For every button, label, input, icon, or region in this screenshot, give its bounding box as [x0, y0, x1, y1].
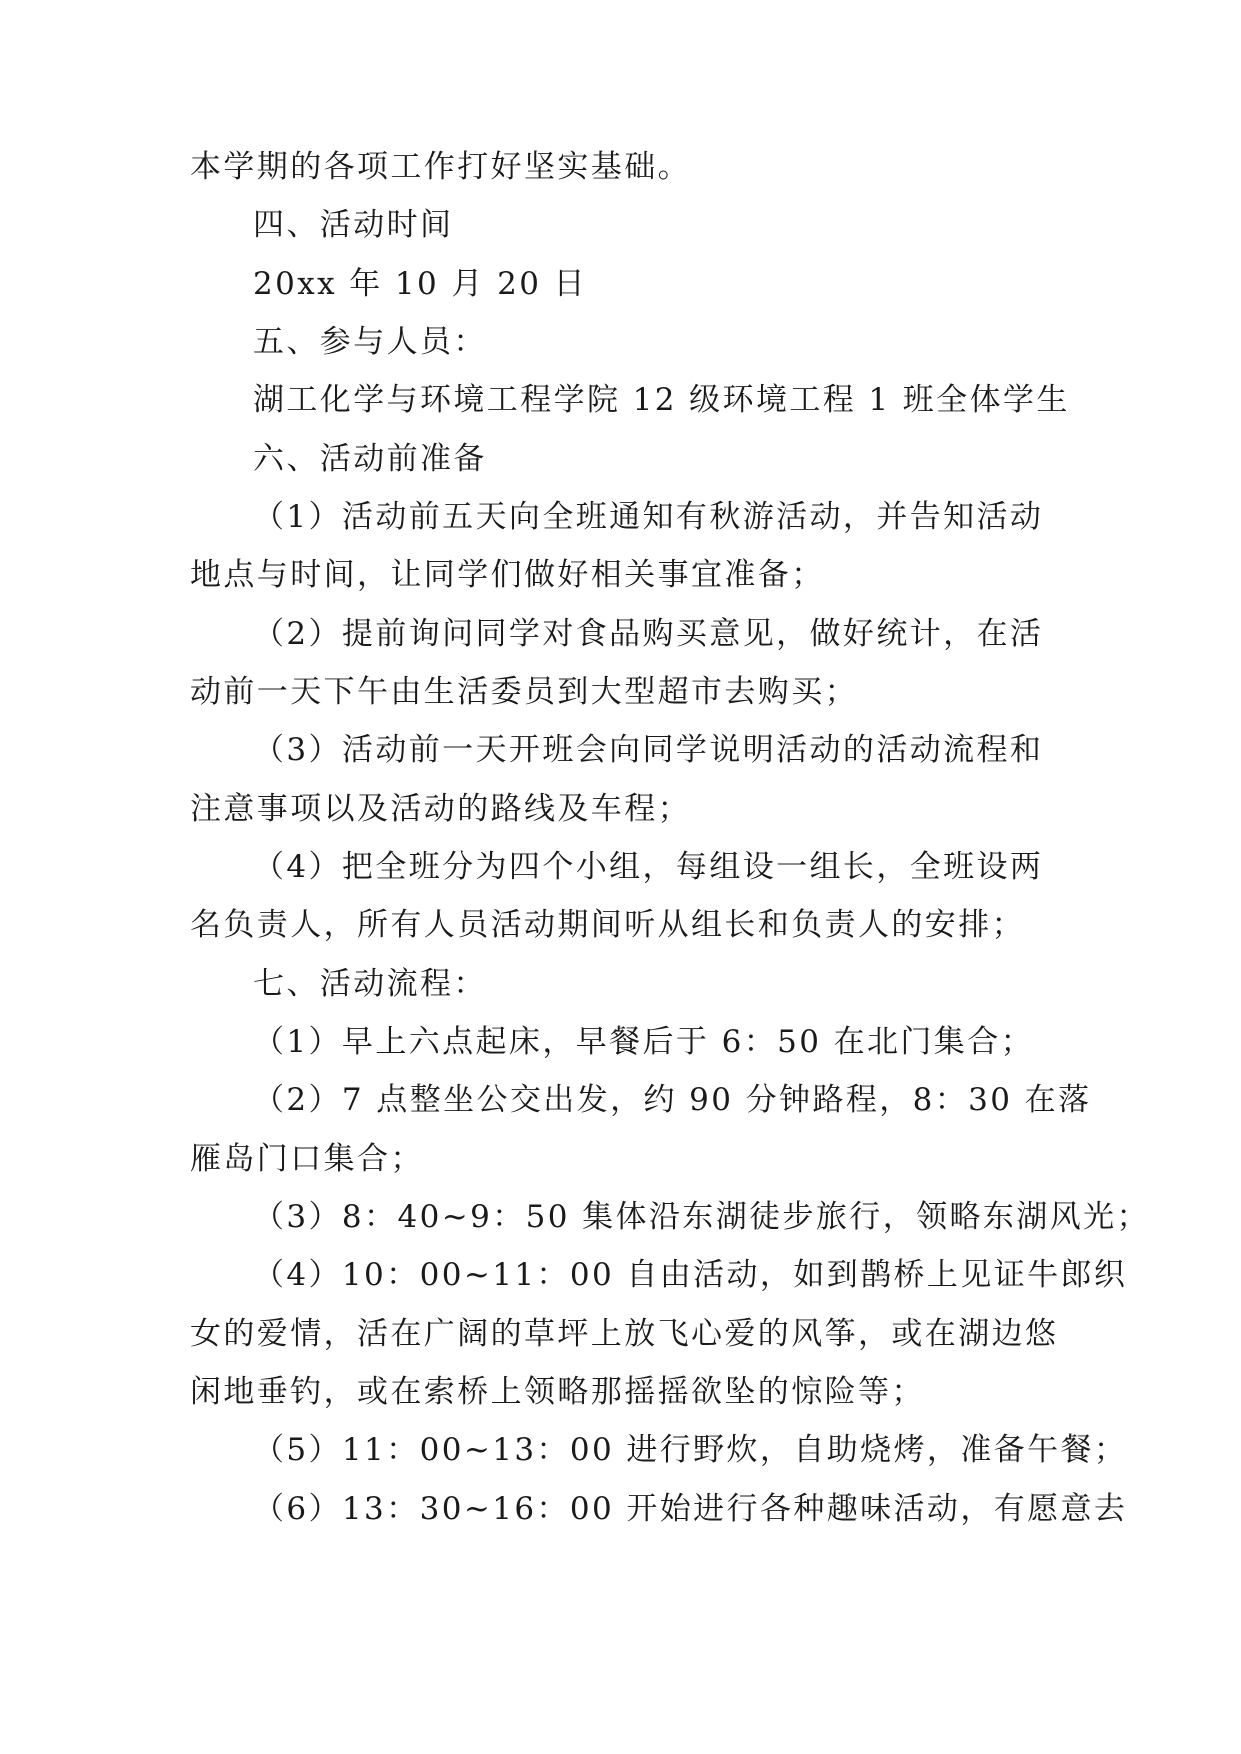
paragraph-line: 动前一天下午由生活委员到大型超市去购买；	[190, 674, 858, 710]
paragraph-line: 名负责人，所有人员活动期间听从组长和负责人的安排；	[190, 907, 1025, 943]
paragraph-line: 闲地垂钓，或在索桥上领略那摇摇欲坠的惊险等；	[190, 1374, 925, 1410]
section-heading: 七、活动流程：	[253, 966, 487, 1002]
paragraph-line: 湖工化学与环境工程学院 12 级环境工程 1 班全体学生	[253, 382, 1070, 418]
list-item: （2）提前询问同学对食品购买意见，做好统计，在活	[253, 616, 1044, 652]
list-item: （4）10：00~11：00 自由活动，如到鹊桥上见证牛郎织	[253, 1257, 1128, 1293]
paragraph-line: 注意事项以及活动的路线及车程；	[190, 791, 691, 827]
list-item: （3）活动前一天开班会向同学说明活动的活动流程和	[253, 732, 1044, 768]
list-item: （6）13：30~16：00 开始进行各种趣味活动，有愿意去	[253, 1491, 1128, 1527]
list-item: （1）活动前五天向全班通知有秋游活动，并告知活动	[253, 499, 1044, 535]
section-heading: 四、活动时间	[253, 207, 454, 243]
paragraph-line: 地点与时间，让同学们做好相关事宜准备；	[190, 557, 825, 593]
paragraph-line: 本学期的各项工作打好坚实基础。	[190, 149, 691, 185]
list-item: （4）把全班分为四个小组，每组设一组长，全班设两	[253, 849, 1044, 885]
section-heading: 五、参与人员：	[253, 324, 487, 360]
list-item: （5）11：00~13：00 进行野炊，自助烧烤，准备午餐；	[253, 1432, 1128, 1468]
paragraph-line: 20xx 年 10 月 20 日	[253, 266, 587, 302]
paragraph-line: 雁岛门口集合；	[190, 1141, 424, 1177]
section-heading: 六、活动前准备	[253, 441, 487, 477]
paragraph-line: 女的爱情，活在广阔的草坪上放飞心爱的风筝，或在湖边悠	[190, 1316, 1059, 1352]
list-item: （2）7 点整坐公交出发，约 90 分钟路程，8：30 在落	[253, 1082, 1092, 1118]
list-item: （3）8：40~9：50 集体沿东湖徒步旅行，领略东湖风光；	[253, 1199, 1150, 1235]
list-item: （1）早上六点起床，早餐后于 6：50 在北门集合；	[253, 1024, 1034, 1060]
